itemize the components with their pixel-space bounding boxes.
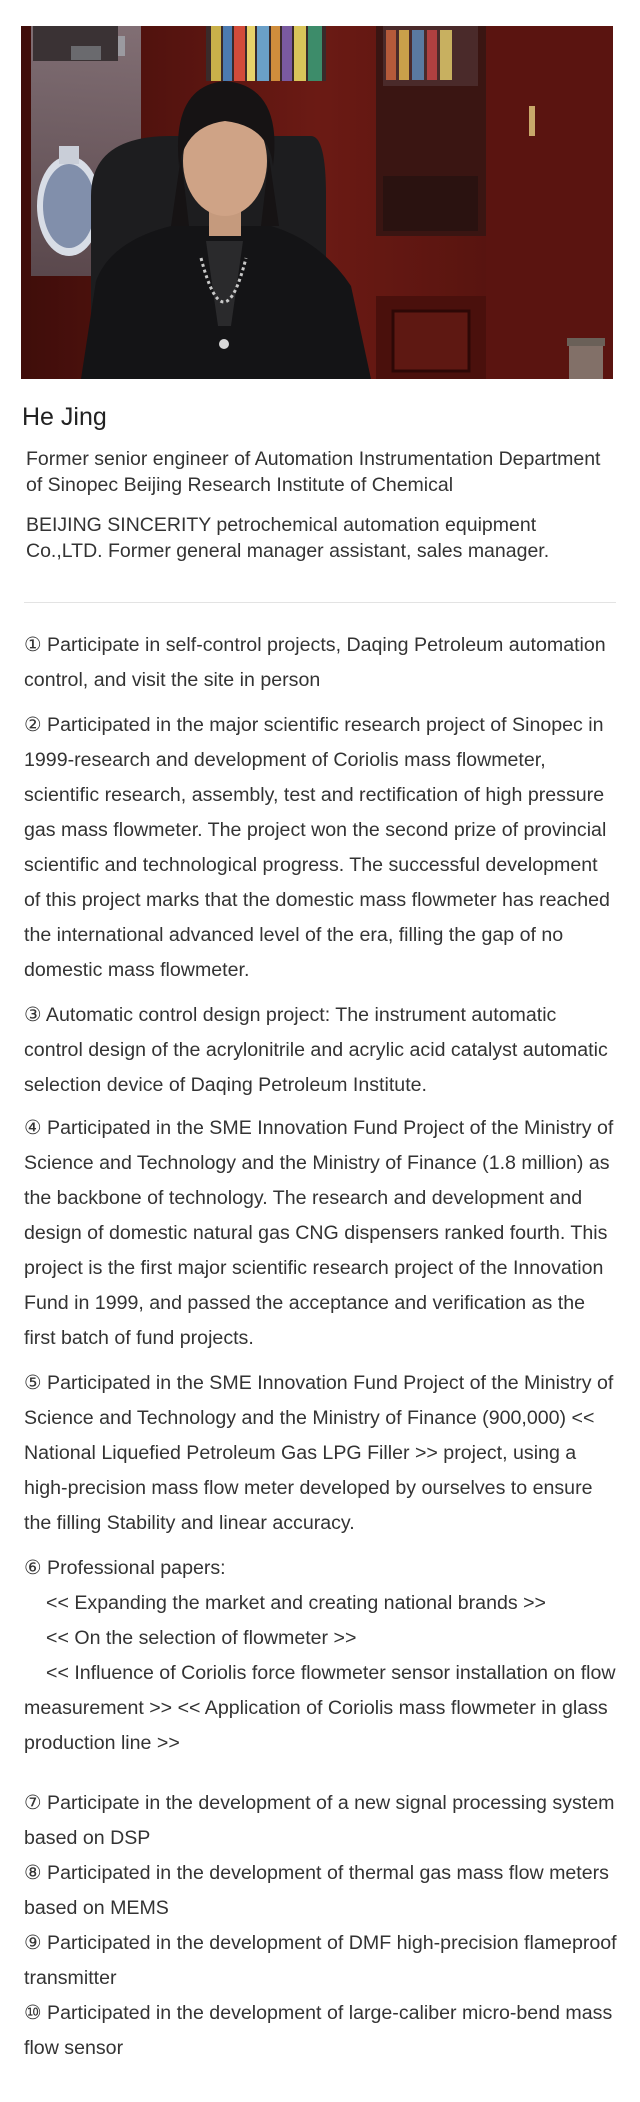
bio-company-position: BEIJING SINCERITY petrochemical automation equipment Co.,LTD. Former general manager assistant, sales manager. xyxy=(26,514,550,562)
achievement-item-4: ④ Participated in the SME Innovation Fund Project of the Ministry of Science and Technology and the Ministry of Finance (1.8 million) as the backbone of technology. The research and development and design of domestic natural gas CNG dispensers ranked fourth. This project is the first major scientific research project of the Innovation Fund in 1999, and passed the acceptance and verification as the first batch of fund projects. xyxy=(24,1117,614,1349)
development-list xyxy=(24,1786,618,2066)
person-name: He Jing xyxy=(22,403,107,431)
development-item-7: ⑦ Participate in the development of a new signal processing system based on DSP xyxy=(24,1792,615,1849)
achievement-item-3: ③ Automatic control design project: The instrument automatic control design of the acrylonitrile and acrylic acid catalyst automatic selection device of Daqing Petroleum Institute. xyxy=(24,1004,608,1096)
section-divider xyxy=(24,602,616,603)
paper-item-2: << On the selection of flowmeter >> xyxy=(46,1627,357,1649)
professional-papers xyxy=(24,1551,618,1761)
development-item-8: ⑧ Participated in the development of thermal gas mass flow meters based on MEMS xyxy=(24,1862,609,1919)
achievement-item-5: ⑤ Participated in the SME Innovation Fund Project of the Ministry of Science and Technology and the Ministry of Finance (900,000) << National Liquefied Petroleum Gas LPG Filler >> project, using a high-precision mass flow meter developed by ourselves to ensure the filling Stability and linear accuracy. xyxy=(24,1372,614,1534)
development-item-10: ⑩ Participated in the development of large-caliber micro-bend mass flow sensor xyxy=(24,2002,613,2059)
achievements-list xyxy=(24,628,618,2066)
paper-item-3: << Influence of Coriolis force flowmeter sensor installation on flow measurement >> << Application of Coriolis mass flowmeter in glass production line >> xyxy=(24,1662,616,1754)
development-item-9: ⑨ Participated in the development of DMF high-precision flameproof transmitter xyxy=(24,1932,617,1989)
office-portrait-image xyxy=(21,26,613,379)
achievement-item-2: ② Participated in the major scientific research project of Sinopec in 1999-research and development of Coriolis mass flowmeter, scientific research, assembly, test and rectification of high pressure gas mass flowmeter. The project won the second prize of provincial scientific and technological progress. The successful development of this project marks that the domestic mass flowmeter has reached the international advanced level of the era, filling the gap of no domestic mass flowmeter. xyxy=(24,714,610,981)
profile-photo xyxy=(21,26,613,379)
achievement-item-1: ① Participate in self-control projects, Daqing Petroleum automation control, and visit the site in person xyxy=(24,634,606,691)
bio-former-position: Former senior engineer of Automation Instrumentation Department of Sinopec Beijing Research Institute of Chemical xyxy=(26,448,601,496)
papers-heading: ⑥ Professional papers: xyxy=(24,1557,226,1579)
paper-item-1: << Expanding the market and creating national brands >> xyxy=(46,1592,546,1614)
